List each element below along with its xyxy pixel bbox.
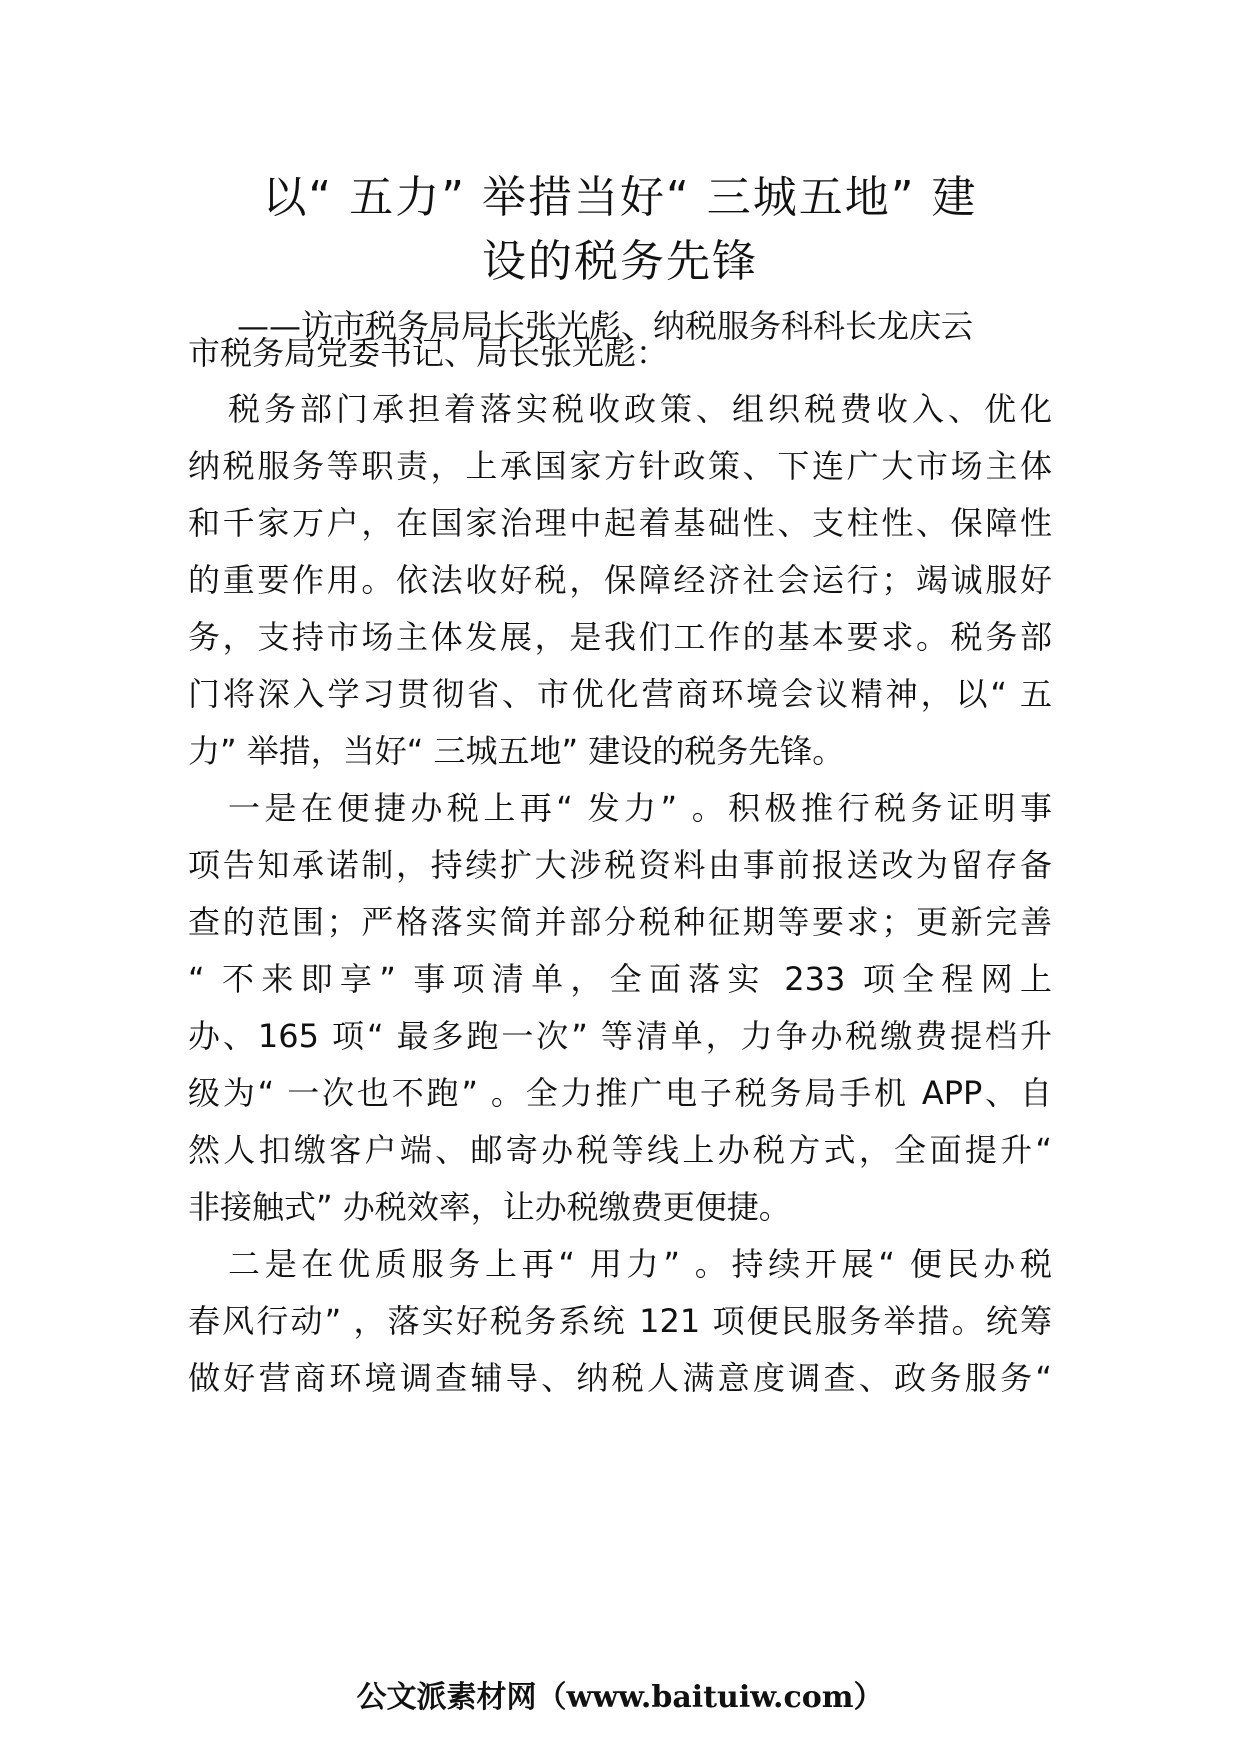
body-line: 和千家万户，在国家治理中起着基础性、支柱性、保障性 [188,504,1052,542]
title-line-2: 设的税务先锋 [482,236,758,287]
body-line: 务，支持市场主体发展，是我们工作的基本要求。税务部 [188,618,1052,656]
body-line: 查的范围；严格落实简并部分税种征期等要求；更新完善 [188,903,1052,941]
body-line: 门将深入学习贯彻省、市优化营商环境会议精神，以“ 五 [188,675,1052,713]
title-line-1: 以“ 五力” 举措当好“ 三城五地” 建 [262,172,978,223]
body-line: 税务部门承担着落实税收政策、组织税费收入、优化 [228,390,1052,428]
body-line: 春风行动” ，落实好税务系统 121 项便民服务举措。统筹 [188,1302,1052,1340]
body-line: “ 不来即享” 事项清单，全面落实 233 项全程网上 [188,960,1052,998]
body-line: 纳税服务等职责，上承国家方针政策、下连广大市场主体 [188,447,1052,485]
body-line: 办、165 项“ 最多跑一次” 等清单，力争办税缴费提档升 [188,1017,1052,1055]
body-line: 二是在优质服务上再“ 用力” 。持续开展“ 便民办税 [228,1245,1052,1283]
speaker-heading: 市税务局党委书记、局长张光彪： [188,334,669,372]
body-line: 项告知承诺制，持续扩大涉税资料由事前报送改为留存备 [188,846,1052,884]
footer-watermark: 公文派素材网（www.baituiw.com） [356,1680,884,1715]
body-line: 级为“ 一次也不跑” 。全力推广电子税务局手机 APP、自 [188,1074,1052,1112]
body-line: 的重要作用。依法收好税，保障经济社会运行；竭诚服好 [188,561,1052,599]
subtitle: ——访市税务局局长张光彪、纳税服务科科长龙庆云 [237,307,974,345]
body-line: 力” 举措，当好“ 三城五地” 建设的税务先锋。 [188,732,845,770]
body-line: 一是在便捷办税上再“ 发力” 。积极推行税务证明事 [228,789,1052,827]
body-line: 然人扣缴客户端、邮寄办税等线上办税方式，全面提升“ [188,1131,1052,1169]
body-line: 做好营商环境调查辅导、纳税人满意度调查、政务服务“ [188,1359,1052,1397]
body-line: 非接触式” 办税效率，让办税缴费更便捷。 [188,1188,791,1226]
